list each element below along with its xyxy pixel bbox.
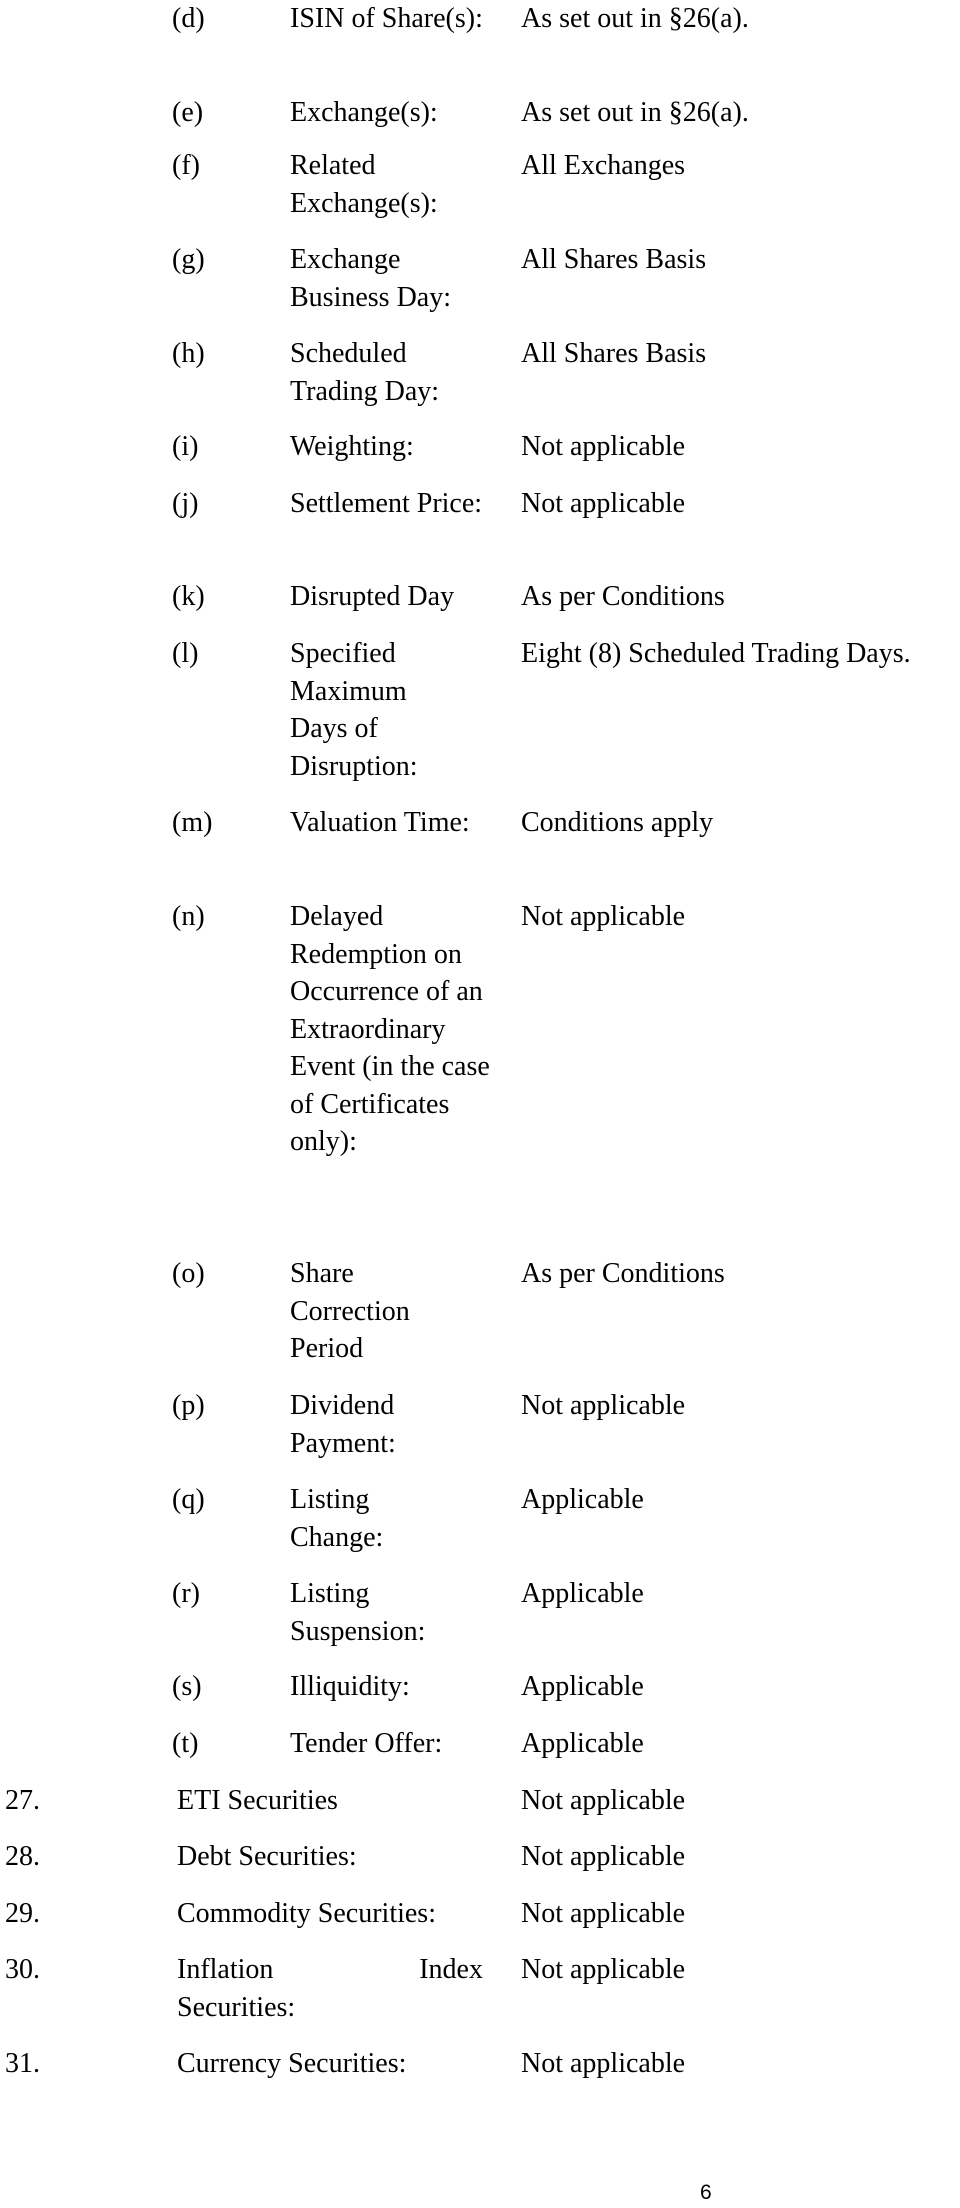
label-word: Inflation (177, 1954, 274, 1985)
item-value: All Shares Basis (521, 338, 707, 369)
item-label: Weighting: (290, 431, 414, 462)
item-value: As set out in §26(a). (521, 3, 749, 34)
page-number: 6 (700, 2181, 712, 2204)
item-value: Applicable (521, 1671, 644, 1702)
item-number: 29. (5, 1898, 40, 1929)
item-label: Share Correction Period (290, 1258, 410, 1364)
item-letter: (t) (172, 1728, 199, 1759)
label-line: Securities: (177, 1991, 296, 2023)
item-label: Listing Suspension: (290, 1578, 426, 1647)
item-letter: (f) (172, 150, 200, 181)
item-label: Disrupted Day (290, 581, 455, 612)
item-label: Debt Securities: (177, 1841, 357, 1872)
item-label: Related Exchange(s): (290, 150, 438, 219)
item-value: Not applicable (521, 2048, 686, 2079)
item-number: 30. (5, 1954, 40, 1985)
item-number: 31. (5, 2048, 40, 2079)
item-value: All Exchanges (521, 150, 686, 181)
item-value: Applicable (521, 1728, 644, 1759)
item-label: Listing Change: (290, 1484, 384, 1553)
item-value: As set out in §26(a). (521, 97, 749, 128)
label-word: Index (419, 1954, 483, 1985)
item-label: Currency Securities: (177, 2048, 407, 2079)
item-label: Tender Offer: (290, 1728, 443, 1759)
item-label: Delayed Redemption on Occurrence of an Extraordinary Event (in the case of Certificates only): (290, 901, 490, 1157)
item-label: Exchange(s): (290, 97, 438, 128)
item-value: Not applicable (521, 901, 686, 932)
item-label: Exchange Business Day: (290, 244, 451, 313)
item-letter: (d) (172, 3, 205, 34)
item-label: Illiquidity: (290, 1671, 410, 1702)
item-letter: (p) (172, 1390, 205, 1421)
item-value: As per Conditions (521, 1258, 725, 1289)
item-letter: (i) (172, 431, 199, 462)
item-label (177, 1951, 483, 2026)
item-letter: (m) (172, 807, 213, 838)
item-label: ETI Securities (177, 1785, 338, 1816)
item-letter: (o) (172, 1258, 205, 1289)
item-value: Not applicable (521, 431, 686, 462)
item-letter: (j) (172, 488, 199, 519)
item-value: Eight (8) Scheduled Trading Days. (521, 638, 911, 669)
item-value: All Shares Basis (521, 244, 707, 275)
item-value: Not applicable (521, 1841, 686, 1872)
item-letter: (k) (172, 581, 205, 612)
item-label: Scheduled Trading Day: (290, 338, 440, 407)
item-letter: (n) (172, 901, 205, 932)
item-letter: (r) (172, 1578, 200, 1609)
item-label: Dividend Payment: (290, 1390, 396, 1459)
item-letter: (e) (172, 97, 204, 128)
item-value: Not applicable (521, 488, 686, 519)
item-value: Not applicable (521, 1954, 686, 1985)
item-value: Conditions apply (521, 807, 714, 838)
item-value: Not applicable (521, 1390, 686, 1421)
item-label: Valuation Time: (290, 807, 470, 838)
item-letter: (s) (172, 1671, 202, 1702)
item-label: Specified Maximum Days of Disruption: (290, 638, 418, 782)
item-label: Commodity Securities: (177, 1898, 436, 1929)
item-value: Applicable (521, 1484, 644, 1515)
item-letter: (h) (172, 338, 205, 369)
item-value: Not applicable (521, 1898, 686, 1929)
item-number: 28. (5, 1841, 40, 1872)
item-label: ISIN of Share(s): (290, 3, 483, 34)
item-label: Settlement Price: (290, 488, 483, 519)
item-letter: (g) (172, 244, 205, 275)
item-number: 27. (5, 1785, 40, 1816)
item-value: Not applicable (521, 1785, 686, 1816)
label-line (177, 1951, 483, 1989)
item-letter: (q) (172, 1484, 205, 1515)
item-letter: (l) (172, 638, 199, 669)
item-value: As per Conditions (521, 581, 725, 612)
item-value: Applicable (521, 1578, 644, 1609)
